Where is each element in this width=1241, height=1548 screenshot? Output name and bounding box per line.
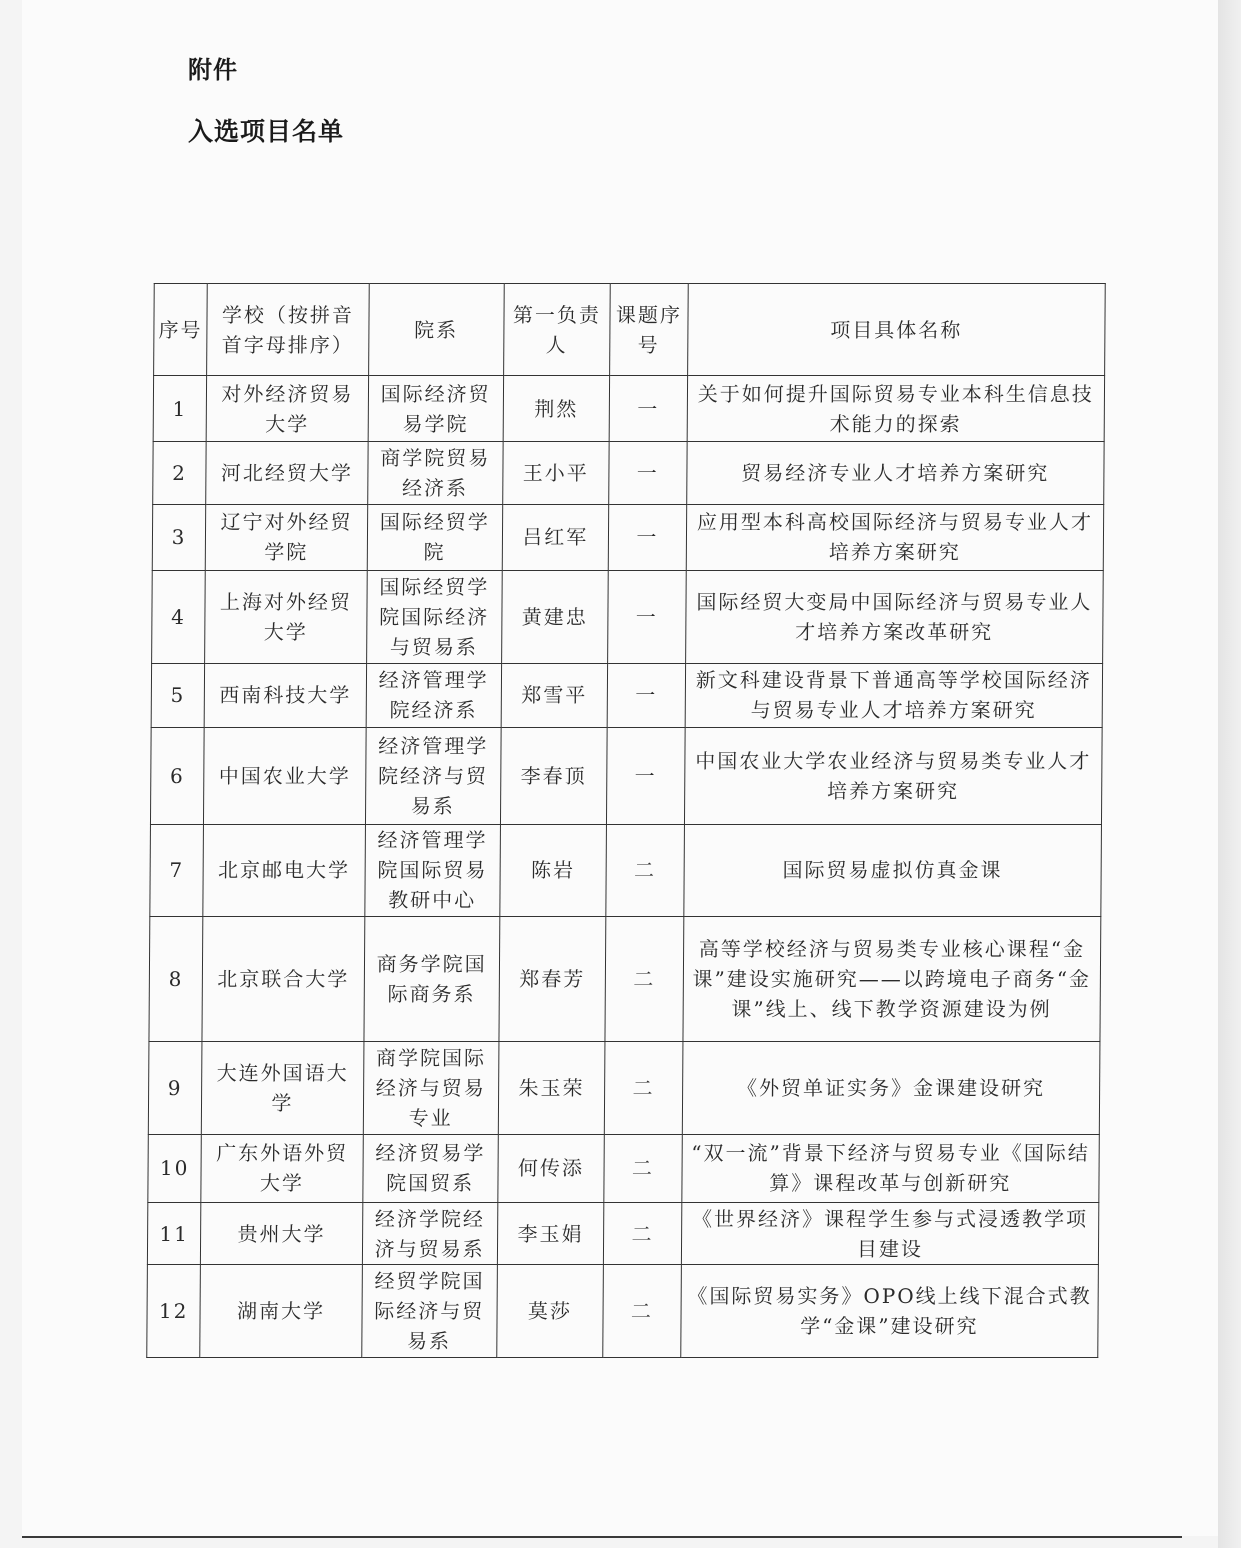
header-lead: 第一负责人 bbox=[503, 284, 610, 376]
cell-name: 国际贸易虚拟仿真金课 bbox=[684, 824, 1102, 917]
cell-name: 《外贸单证实务》金课建设研究 bbox=[682, 1042, 1100, 1135]
cell-school: 湖南大学 bbox=[200, 1265, 362, 1358]
cell-no: 7 bbox=[150, 824, 204, 917]
cell-topic: 二 bbox=[604, 1042, 682, 1135]
table-row bbox=[153, 442, 1104, 504]
cell-school: 广东外语外贸大学 bbox=[201, 1134, 363, 1202]
table-row bbox=[151, 663, 1102, 727]
table-row bbox=[147, 1202, 1098, 1264]
cell-dept: 商务学院国际商务系 bbox=[364, 917, 500, 1042]
cell-topic: 一 bbox=[609, 442, 687, 504]
cell-dept: 商学院贸易经济系 bbox=[367, 442, 502, 504]
cell-name: 《世界经济》课程学生参与式浸透教学项目建设 bbox=[681, 1202, 1099, 1264]
cell-no: 9 bbox=[148, 1042, 202, 1135]
cell-lead: 吕红军 bbox=[502, 504, 609, 570]
cell-name: 《国际贸易实务》OPO线上线下混合式教学“金课”建设研究 bbox=[681, 1265, 1099, 1358]
cell-topic: 二 bbox=[604, 1134, 682, 1202]
table-header-row bbox=[154, 284, 1106, 376]
list-title: 入选项目名单 bbox=[188, 117, 345, 146]
cell-no: 4 bbox=[152, 571, 206, 664]
header-dept: 院系 bbox=[368, 284, 504, 376]
cell-lead: 王小平 bbox=[502, 442, 609, 504]
cell-topic: 一 bbox=[607, 663, 685, 727]
header-name: 项目具体名称 bbox=[687, 284, 1105, 376]
cell-lead: 李春顶 bbox=[500, 728, 607, 825]
attachment-label: 附件 bbox=[188, 56, 238, 84]
cell-name: 国际经贸大变局中国际经济与贸易专业人才培养方案改革研究 bbox=[685, 571, 1103, 664]
cell-no: 12 bbox=[147, 1265, 201, 1358]
cell-name: “双一流”背景下经济与贸易专业《国际结算》课程改革与创新研究 bbox=[682, 1134, 1100, 1202]
page-edge bbox=[1218, 0, 1241, 1548]
cell-lead: 荆然 bbox=[503, 376, 610, 442]
cell-school: 辽宁对外经贸学院 bbox=[205, 504, 367, 570]
cell-school: 北京联合大学 bbox=[202, 917, 364, 1042]
cell-no: 10 bbox=[148, 1134, 202, 1202]
cell-no: 3 bbox=[152, 504, 206, 570]
cell-lead: 何传添 bbox=[498, 1134, 605, 1202]
cell-lead: 黄建忠 bbox=[501, 571, 608, 664]
header-school: 学校（按拼音首字母排序） bbox=[207, 284, 369, 376]
cell-no: 8 bbox=[149, 917, 203, 1042]
cell-dept: 经济学院经济与贸易系 bbox=[362, 1202, 497, 1264]
cell-dept: 经济管理学院国际贸易教研中心 bbox=[365, 824, 501, 917]
cell-school: 上海对外经贸大学 bbox=[205, 571, 367, 664]
cell-topic: 一 bbox=[608, 504, 686, 570]
cell-topic: 一 bbox=[608, 571, 686, 664]
cell-name: 新文科建设背景下普通高等学校国际经济与贸易专业人才培养方案研究 bbox=[685, 663, 1103, 727]
cell-dept: 经济贸易学院国贸系 bbox=[363, 1134, 498, 1202]
table-row bbox=[152, 571, 1104, 664]
table-row bbox=[150, 728, 1102, 825]
cell-name: 高等学校经济与贸易类专业核心课程“金课”建设实施研究——以跨境电子商务“金课”线上、线下教学资源建设为例 bbox=[683, 917, 1101, 1042]
cell-dept: 商学院国际经济与贸易专业 bbox=[363, 1042, 499, 1135]
cell-dept: 国际经济贸易学院 bbox=[368, 376, 503, 442]
cell-lead: 朱玉荣 bbox=[498, 1042, 605, 1135]
cell-lead: 郑雪平 bbox=[501, 663, 608, 727]
cell-no: 1 bbox=[153, 376, 207, 442]
cell-topic: 二 bbox=[603, 1265, 681, 1358]
cell-school: 河北经贸大学 bbox=[206, 442, 368, 504]
table-row bbox=[149, 917, 1101, 1042]
cell-dept: 经济管理学院经济系 bbox=[366, 663, 501, 727]
cell-name: 中国农业大学农业经济与贸易类专业人才培养方案研究 bbox=[684, 728, 1102, 825]
cell-dept: 经贸学院国际经济与贸易系 bbox=[361, 1265, 497, 1358]
cell-school: 西南科技大学 bbox=[204, 663, 366, 727]
bottom-rule bbox=[22, 1536, 1182, 1538]
table-row bbox=[152, 504, 1103, 570]
cell-lead: 郑春芳 bbox=[499, 917, 606, 1042]
cell-topic: 一 bbox=[607, 728, 685, 825]
cell-school: 北京邮电大学 bbox=[203, 824, 365, 917]
header-no: 序号 bbox=[154, 284, 208, 376]
cell-name: 应用型本科高校国际经济与贸易专业人才培养方案研究 bbox=[686, 504, 1104, 570]
table-row bbox=[147, 1265, 1099, 1358]
cell-lead: 莫莎 bbox=[496, 1265, 603, 1358]
table-row bbox=[153, 376, 1104, 442]
cell-lead: 陈岩 bbox=[500, 824, 607, 917]
table-row bbox=[148, 1134, 1099, 1202]
cell-dept: 经济管理学院经济与贸易系 bbox=[365, 728, 501, 825]
cell-school: 对外经济贸易大学 bbox=[206, 376, 368, 442]
cell-no: 2 bbox=[153, 442, 207, 504]
header-topic: 课题序号 bbox=[610, 284, 688, 376]
cell-name: 关于如何提升国际贸易专业本科生信息技术能力的探索 bbox=[687, 376, 1105, 442]
cell-name: 贸易经济专业人才培养方案研究 bbox=[686, 442, 1104, 504]
cell-lead: 李玉娟 bbox=[497, 1202, 604, 1264]
cell-school: 贵州大学 bbox=[201, 1202, 363, 1264]
table-row bbox=[150, 824, 1102, 917]
cell-topic: 一 bbox=[609, 376, 687, 442]
selected-projects-table bbox=[146, 283, 1106, 1358]
cell-no: 11 bbox=[147, 1202, 201, 1264]
cell-school: 中国农业大学 bbox=[204, 728, 366, 825]
cell-dept: 国际经贸学院 bbox=[367, 504, 502, 570]
cell-no: 5 bbox=[151, 663, 205, 727]
cell-no: 6 bbox=[150, 728, 204, 825]
cell-topic: 二 bbox=[605, 917, 684, 1042]
cell-topic: 二 bbox=[603, 1202, 681, 1264]
cell-school: 大连外国语大学 bbox=[201, 1042, 363, 1135]
table-row bbox=[148, 1042, 1100, 1135]
cell-topic: 二 bbox=[606, 824, 684, 917]
cell-dept: 国际经贸学院国际经济与贸易系 bbox=[366, 571, 502, 664]
